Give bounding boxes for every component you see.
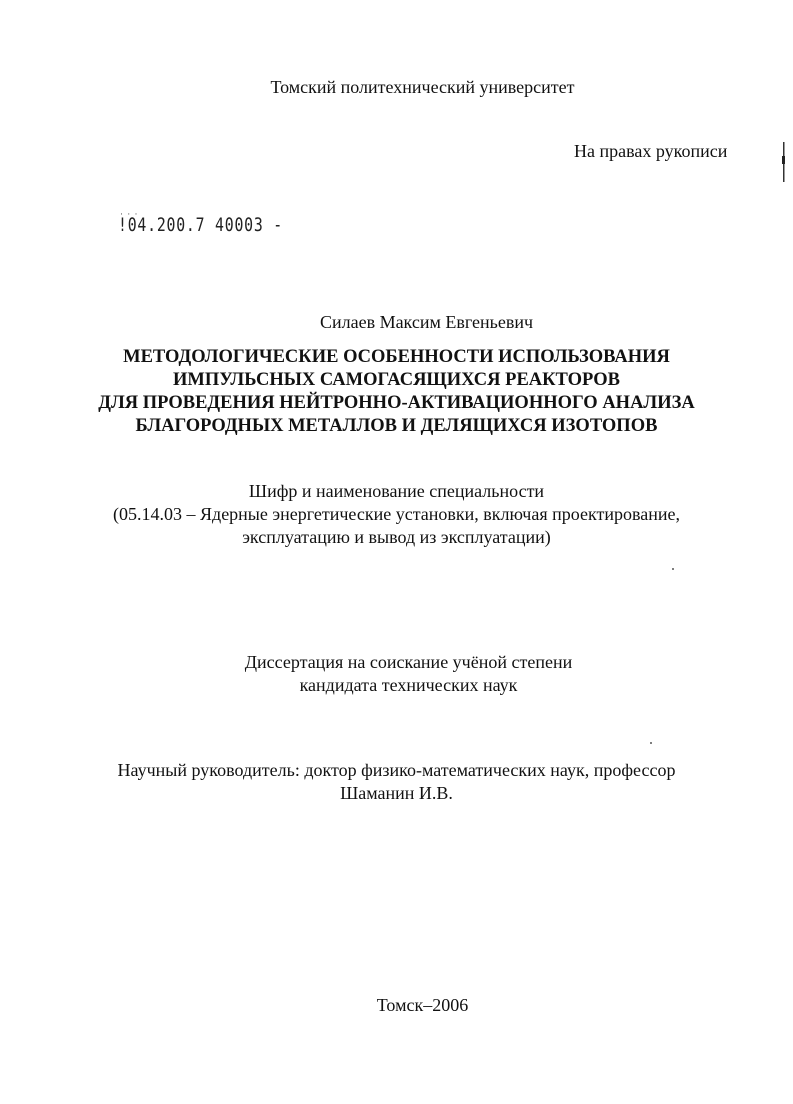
stamp-tick-marks: · · · <box>120 209 139 219</box>
dissertation-title <box>0 346 793 438</box>
city-year: Томск–2006 <box>376 995 469 1015</box>
stamp-suffix: - <box>273 214 283 236</box>
advisor-block <box>0 759 793 805</box>
scan-speck <box>650 742 652 744</box>
degree-line: кандидата технических наук <box>299 675 518 695</box>
author-name: Силаев Максим Евгеньевич <box>319 312 534 332</box>
advisor-name: Шаманин И.В. <box>340 783 453 803</box>
registration-stamp <box>118 214 283 236</box>
scan-speck <box>672 568 674 570</box>
title-line: ДЛЯ ПРОВЕДЕНИЯ НЕЙТРОННО-АКТИВАЦИОННОГО АНАЛИЗА <box>98 393 695 413</box>
university-name: Томский политехнический университет <box>270 77 575 97</box>
title-line: БЛАГОРОДНЫХ МЕТАЛЛОВ И ДЕЛЯЩИХСЯ ИЗОТОПОВ <box>135 416 658 436</box>
manuscript-note: На правах рукописи <box>574 141 728 161</box>
degree-line: Диссертация на соискание учёной степени <box>244 652 573 672</box>
specialty-line: (05.14.03 – Ядерные энергетические установки, включая проектирование, <box>113 504 680 524</box>
advisor-line: Научный руководитель: доктор физико-математических наук, профессор <box>117 760 676 780</box>
stamp-number: 04.200.7 40003 <box>127 214 264 236</box>
specialty-line: эксплуатацию и вывод из эксплуатации) <box>242 527 551 547</box>
specialty-heading: Шифр и наименование специальности <box>248 481 545 501</box>
degree-block <box>12 651 793 697</box>
margin-scan-mark <box>782 142 785 182</box>
title-line: МЕТОДОЛОГИЧЕСКИЕ ОСОБЕННОСТИ ИСПОЛЬЗОВАНИЯ <box>123 347 670 367</box>
specialty-block <box>0 480 793 549</box>
stamp-prefix: ! <box>118 214 128 236</box>
title-line: ИМПУЛЬСНЫХ САМОГАСЯЩИХСЯ РЕАКТОРОВ <box>173 370 620 390</box>
